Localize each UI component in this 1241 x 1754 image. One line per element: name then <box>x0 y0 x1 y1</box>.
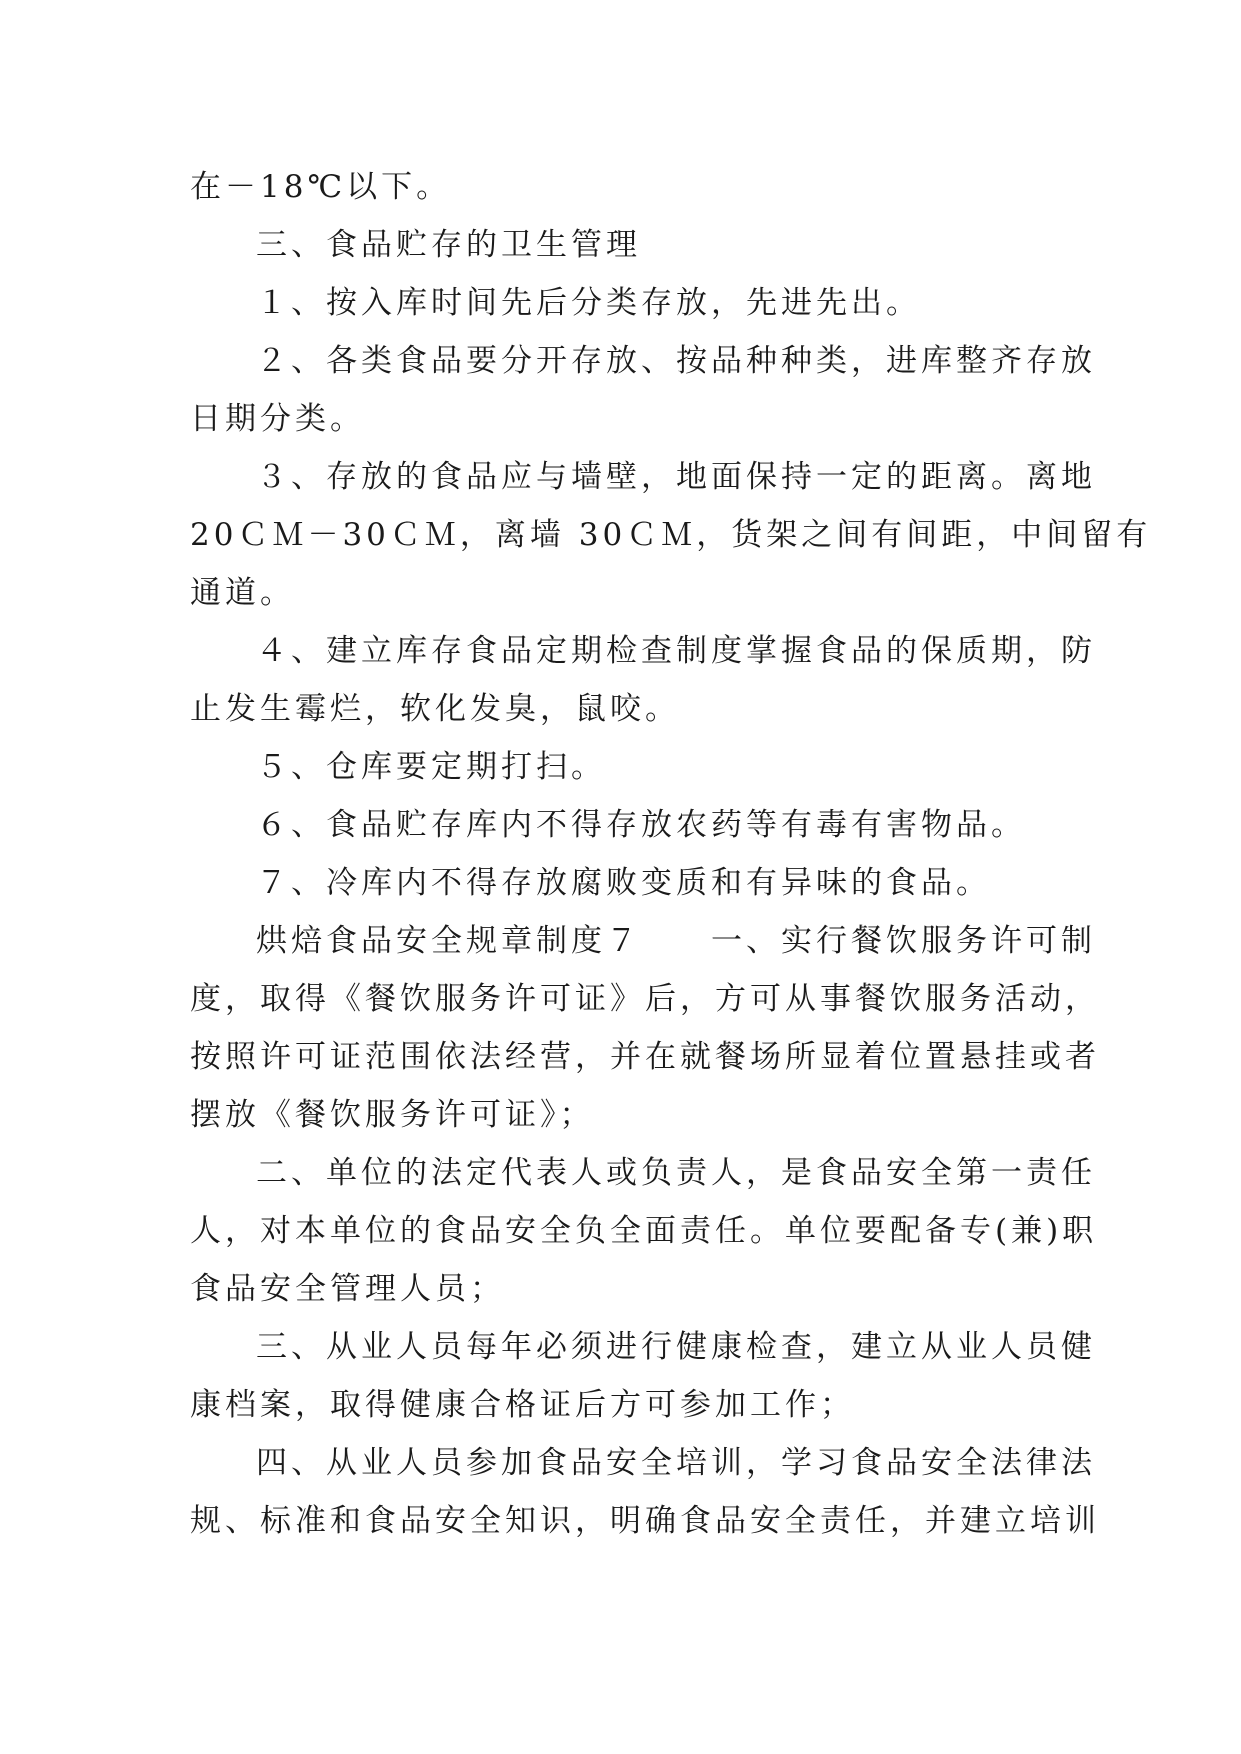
text-line: 通道。 <box>190 575 295 611</box>
text-line: 止发生霉烂，软化发臭，鼠咬。 <box>190 691 680 727</box>
document-page <box>190 158 1152 1550</box>
text-line: ７、冷库内不得存放腐败变质和有异味的食品。 <box>256 865 991 901</box>
text-line: 按照许可证范围依法经营，并在就餐场所显着位置悬挂或者 <box>190 1039 1100 1075</box>
text-line: 摆放《餐饮服务许可证》； <box>190 1097 595 1133</box>
text-line: 日期分类。 <box>190 401 365 437</box>
text-line: ６、食品贮存库内不得存放农药等有毒有害物品。 <box>256 807 1026 843</box>
section-heading: 烘焙食品安全规章制度７ 一、实行餐饮服务许可制 <box>256 923 1096 959</box>
text-line: 20ＣＭ－30ＣＭ，离墙 30ＣＭ，货架之间有间距，中间留有 <box>190 517 1152 553</box>
text-line: １、按入库时间先后分类存放，先进先出。 <box>256 285 921 321</box>
text-line: 四、从业人员参加食品安全培训，学习食品安全法律法 <box>256 1445 1096 1481</box>
text-line: ２、各类食品要分开存放、按品种种类，进库整齐存放 <box>256 343 1096 379</box>
text-line: 三、从业人员每年必须进行健康检查，建立从业人员健 <box>256 1329 1096 1365</box>
text-line: 在－18℃以下。 <box>190 169 452 205</box>
text-line: 康档案，取得健康合格证后方可参加工作； <box>190 1387 855 1423</box>
section-heading: 三、食品贮存的卫生管理 <box>256 227 641 263</box>
text-line: 食品安全管理人员； <box>190 1271 505 1307</box>
text-line: 度，取得《餐饮服务许可证》后，方可从事餐饮服务活动， <box>190 981 1100 1017</box>
text-line: 规、标准和食品安全知识，明确食品安全责任，并建立培训 <box>190 1503 1100 1539</box>
text-line: ４、建立库存食品定期检查制度掌握食品的保质期，防 <box>256 633 1096 669</box>
text-line: 二、单位的法定代表人或负责人，是食品安全第一责任 <box>256 1155 1096 1191</box>
text-line: 人，对本单位的食品安全负全面责任。单位要配备专(兼)职 <box>190 1213 1098 1249</box>
text-line: ３、存放的食品应与墙壁，地面保持一定的距离。离地 <box>256 459 1096 495</box>
text-line: ５、仓库要定期打扫。 <box>256 749 606 785</box>
